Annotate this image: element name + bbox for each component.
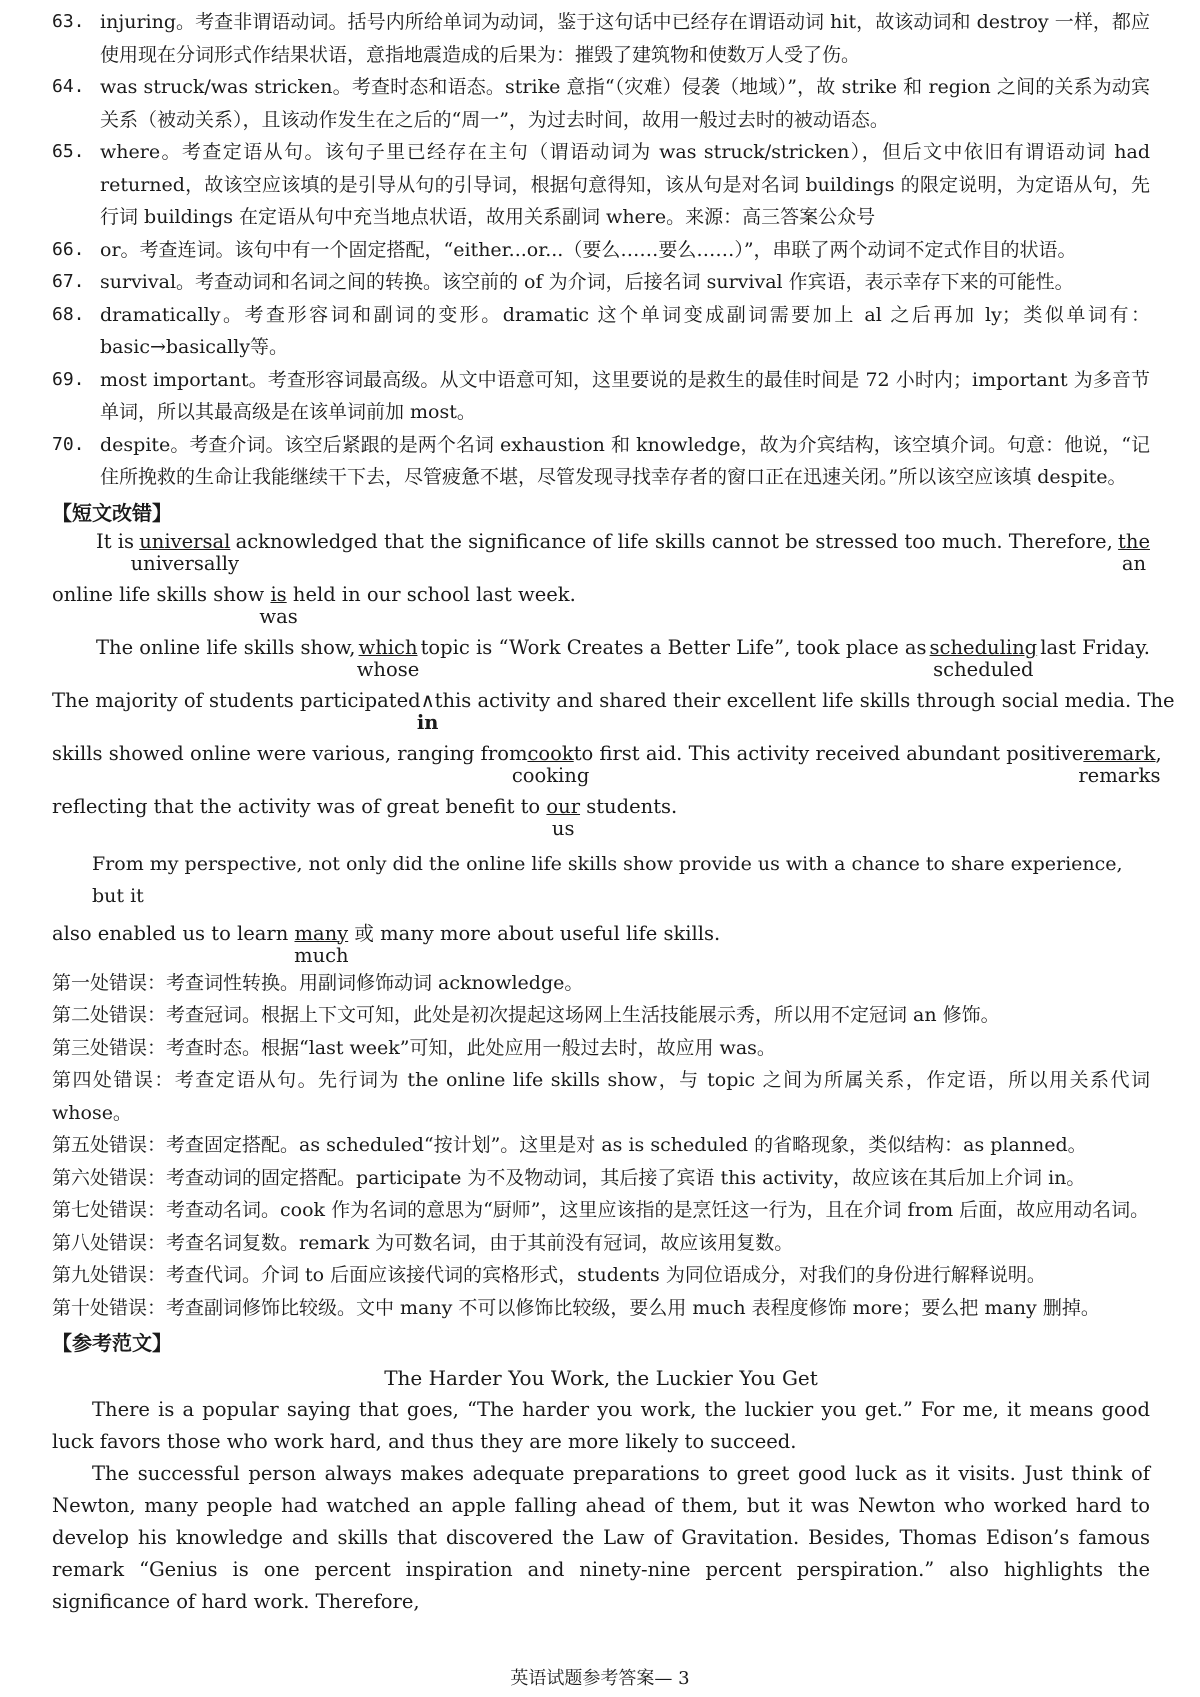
answer-item xyxy=(52,136,1150,234)
answer-item xyxy=(52,299,1150,364)
answer-item xyxy=(52,266,1150,299)
passage-text: last Friday. xyxy=(1040,635,1150,659)
answer-text: was struck/was stricken。考查时态和语态。strike 意指“（灾难）侵袭（地域）”，故 strike 和 region 之间的关系为动宾关系（被动关系），且该动作发生在之后的“周一”，为过去时间，故用一般过去时的被动语态。 xyxy=(100,76,1150,131)
explanation-item: 第三处错误：考查时态。根据“last week”可知，此处应用一般过去时，故应用 was。 xyxy=(52,1036,776,1059)
answer-text: where。考查定语从句。该句子里已经存在主句（谓语动词为 was struck/stricken），但后文中依旧有谓语动词 had returned，故该空应该填的是引导从句的引导词，根据句意得知，该从句是对名词 buildings 的限定说明，为定语从句，先行词 buildings 在定语从句中充当地点状语，故用关系副词 where。来源：高三答案公众号 xyxy=(100,141,1150,228)
correction-line xyxy=(52,582,1150,628)
passage-text: students. xyxy=(586,794,678,818)
correction-line xyxy=(52,921,1150,967)
answer-item xyxy=(52,429,1150,494)
passage-text: The majority of students participated xyxy=(52,688,421,712)
answer-number: 68. xyxy=(52,303,85,325)
error-word: remark remarks xyxy=(1078,741,1161,787)
error-word: many much xyxy=(294,921,349,967)
passage-text: reflecting that the activity was of great benefit to xyxy=(52,794,541,818)
correction-word: whose xyxy=(356,657,420,681)
explanation-item: 第六处错误：考查动词的固定搭配。participate 为不及物动词，其后接了宾语 this activity，故应该在其后加上介词 in。 xyxy=(52,1166,1086,1189)
answer-text: despite。考查介词。该空后紧跟的是两个名词 exhaustion 和 knowledge，故为介宾结构，该空填介词。句意：他说，“记住所挽救的生命让我能继续干下去，尽管疲惫不堪，尽管发现寻找幸存者的窗口正在迅速关闭。”所以该空应该填 despite。 xyxy=(100,433,1150,488)
correction-word: scheduled xyxy=(933,657,1034,681)
error-explanations xyxy=(52,967,1150,1325)
correction-word: cooking xyxy=(511,763,590,787)
answer-item xyxy=(52,6,1150,71)
correction-word: much xyxy=(294,943,349,967)
essay-heading: 【参考范文】 xyxy=(52,1331,172,1355)
passage-text: topic is “Work Creates a Better Life”, took place as xyxy=(420,635,927,659)
explanation-item: 第九处错误：考查代词。介词 to 后面应该接代词的宾格形式，students 为同位语成分，对我们的身份进行解释说明。 xyxy=(52,1264,1046,1286)
essay-title: The Harder You Work, the Luckier You Get xyxy=(384,1366,818,1390)
correction-word: in xyxy=(416,710,439,734)
essay-paragraph: The successful person always makes adequate preparations to greet good luck as it visits. Just think of Newton, many people had watched an apple falling ahead of them, but it was Newton who worked hard to develop his knowledge and skills that discovered the Law of Gravitation. Besides, Thomas Edison’s famous remark “Genius is one percent inspiration and ninety-nine percent perspiration.” also highlights the significance of hard work. Therefore, xyxy=(52,1462,1150,1613)
correction-heading: 【短文改错】 xyxy=(52,500,172,525)
passage-text: this activity and shared their excellent life skills through social media. The xyxy=(434,688,1175,712)
explanation-item: 第七处错误：考查动名词。cook 作为名词的意思为“厨师”，这里应该指的是烹饪这一行为，且在介词 from 后面，故应用动名词。 xyxy=(52,1199,1150,1221)
passage-text: , xyxy=(1155,741,1162,765)
answer-number: 64. xyxy=(52,76,85,97)
correction-word: an xyxy=(1121,551,1147,575)
answer-number: 70. xyxy=(52,433,85,455)
answer-text: survival。考查动词和名词之间的转换。该空前的 of 为介词，后接名词 survival 作宾语，表示幸存下来的可能性。 xyxy=(100,271,1074,293)
explanation-item: 第二处错误：考查冠词。根据上下文可知，此处是初次提起这场网上生活技能展示秀，所以用不定冠词 an 修饰。 xyxy=(52,1004,1000,1026)
explanation-item: 第五处错误：考查固定搭配。as scheduled“按计划”。这里是对 as is scheduled 的省略现象，类似结构：as planned。 xyxy=(52,1134,1087,1156)
correction-line xyxy=(52,529,1150,575)
answer-number: 66. xyxy=(52,238,85,260)
answer-number: 63. xyxy=(52,11,85,32)
passage-text: The online life skills show, xyxy=(96,635,356,659)
correction-word: was xyxy=(259,604,298,628)
passage-text: 或 many more about useful life skills. xyxy=(354,921,721,945)
correction-passage xyxy=(52,529,1175,967)
correction-word: remarks xyxy=(1078,763,1161,787)
answer-text: dramatically。考查形容词和副词的变形。dramatic 这个单词变成副词需要加上 al 之后再加 ly；类似单词有：basic→basically等。 xyxy=(100,303,1150,358)
correction-word: universally xyxy=(130,551,239,575)
answer-item xyxy=(52,364,1150,429)
passage-text: to first aid. This activity received abundant positive xyxy=(573,741,1084,765)
answer-text: or。考查连词。该句中有一个固定搭配，“either...or...（要么……要么……）”，串联了两个动词不定式作目的状语。 xyxy=(100,238,1077,261)
answer-item xyxy=(52,234,1150,267)
page-footer: 英语试题参考答案— 3 xyxy=(510,1668,690,1689)
error-word: which whose xyxy=(356,635,420,681)
error-word: cook cooking xyxy=(511,741,590,787)
correction-line xyxy=(52,635,1150,681)
answer-item xyxy=(52,71,1150,136)
passage-text: online life skills show xyxy=(52,582,265,606)
answer-text: injuring。考查非谓语动词。括号内所给单词为动词，鉴于这句话中已经存在谓语动词 hit，故该动词和 destroy 一样，都应使用现在分词形式作结果状语，意指地震造成的后果为：摧毁了建筑物和使数万人受了伤。 xyxy=(100,11,1150,66)
explanation-item: 第四处错误：考查定语从句。先行词为 the online life skills show，与 topic 之间为所属关系，作定语，所以用关系代词 whose。 xyxy=(52,1069,1150,1124)
explanation-item: 第八处错误：考查名词复数。remark 为可数名词，由于其前没有冠词，故应该用复数。 xyxy=(52,1231,794,1254)
answer-page xyxy=(52,6,1175,1618)
passage-text: held in our school last week. xyxy=(292,582,576,606)
correction-line xyxy=(52,688,1175,734)
answer-number: 69. xyxy=(52,368,85,390)
answer-number: 67. xyxy=(52,271,85,292)
passage-text: acknowledged that the significance of life skills cannot be stressed too much. Therefore, xyxy=(235,529,1113,553)
correction-word: us xyxy=(551,816,575,840)
answer-list xyxy=(52,6,1150,494)
explanation-item: 第十处错误：考查副词修饰比较级。文中 many 不可以修饰比较级，要么用 much 表程度修饰 more；要么把 many 删掉。 xyxy=(52,1296,1100,1319)
error-word: the an xyxy=(1118,529,1150,575)
correction-line xyxy=(52,741,1162,787)
passage-text: skills showed online were various, ranging from xyxy=(52,741,528,765)
passage-text: From my perspective, not only did the online life skills show provide us with a chance to share experience, but it xyxy=(92,852,1123,907)
error-word: scheduling scheduled xyxy=(929,635,1038,681)
error-word: our us xyxy=(546,794,581,840)
error-word: universal universally xyxy=(130,529,239,575)
correction-line xyxy=(52,848,1150,912)
answer-number: 65. xyxy=(52,141,85,162)
insert-mark: ∧ in xyxy=(416,688,439,734)
essay-paragraph: There is a popular saying that goes, “The harder you work, the luckier you get.” For me, it means good luck favors those who work hard, and thus they are more likely to succeed. xyxy=(52,1398,1150,1453)
answer-text: most important。考查形容词最高级。从文中语意可知，这里要说的是救生的最佳时间是 72 小时内；important 为多音节单词，所以其最高级是在该单词前加 most。 xyxy=(100,368,1150,423)
error-word: is was xyxy=(259,582,298,628)
passage-text: also enabled us to learn xyxy=(52,921,289,945)
correction-line xyxy=(52,794,1150,840)
explanation-item: 第一处错误：考查词性转换。用副词修饰动词 acknowledge。 xyxy=(52,971,584,994)
passage-text: It is xyxy=(96,529,134,553)
